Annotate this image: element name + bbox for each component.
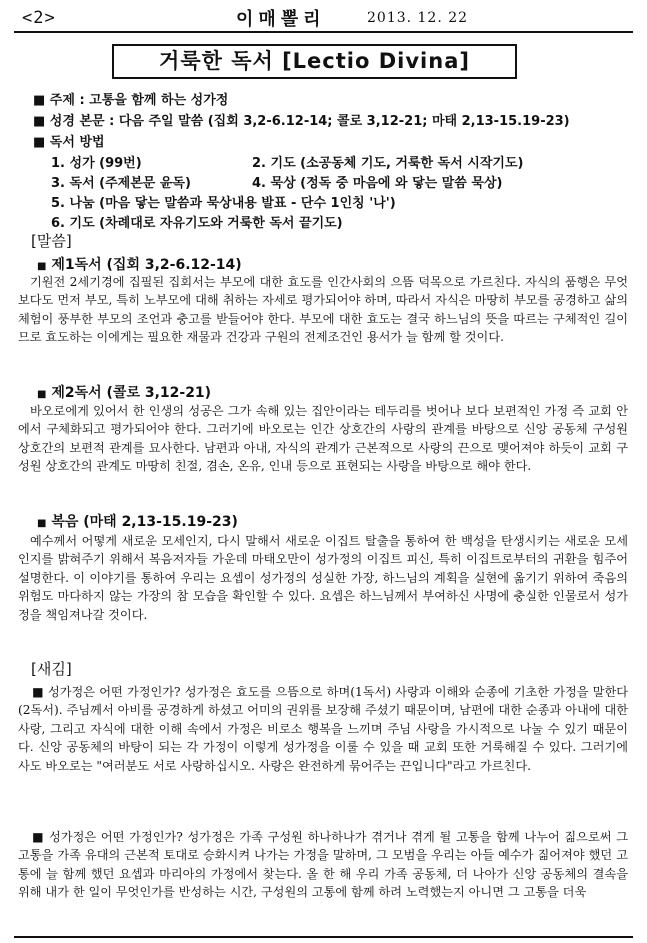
header-rule [14,31,633,33]
reflection-paragraph: ■ 성가정은 어떤 가정인가? 성가정은 가족 구성원 하나하나가 겪거나 겪게 될 고통을 함께 나누어 짊으로써 그 고통을 가족 유대의 근본적 토대로 승화시켜 나가는 가정을 말하며, 그 모범을 우리는 아들 예수가 짊어져야 했던 고통에 늘 함께 했던 요셉과 마리아의 가정에서 찾는다. 올 한 해 우리 가족 공동체, 더 나아가 신앙 공동체의 결속을 위해 내가 한 일이 무엇인가를 반성하는 시간, 구성원의 고통에 함께 하려 노력했는지 아니면 그 고통을 더욱 [18,830,628,900]
reading-2-title: 제2독서 (콜로 3,12-21) [51,385,212,401]
gospel-text: 예수께서 어떻게 새로운 모세인지, 다시 말해서 새로운 이집트 탈출을 통하여 한 백성을 탄생시키는 새로운 모세인지를 밝혀주기 위해서 복음저자들 가운데 마태오만이 성가정의 이집트 피신, 특히 이집트로부터의 귀환을 힘주어 설명한다. 이 이야기를 통하여 우리는 요셉이 성가정의 성실한 가장, 하느님의 계획을 실현에 옮기기 위하여 죽음의 위험도 마다하지 않는 가장의 참 모습을 확인할 수 있다. 요셉은 하느님께서 부여하신 사명에 충실한 인물로서 성가정을 책임져나갈 것이다. [18,534,628,622]
scripture-line: ■ 성경 본문 : 다음 주일 말씀 (집회 3,2-6.12-14; 콜로 3,12-21; 마태 2,13-15.19-23) [33,114,570,129]
reading-1-heading [37,254,242,274]
gospel-heading [37,511,238,531]
reading-1-title: 제1독서 (집회 3,2-6.12-14) [51,257,242,273]
method-step: 2. 기도 (소공동체 기도, 거룩한 독서 시작기도) [252,156,524,171]
page-number: <2> [22,8,56,28]
reflection-paragraph: ■ 성가정은 어떤 가정인가? 성가정은 효도를 으뜸으로 하며(1독서) 사랑과 이해와 순종에 기초한 가정을 말한다(2독서). 주님께서 아비를 공경하게 하셨고 어미의 권위를 보장해 주셨기 때문이며, 남편에 대한 순종과 아내에 대한 사랑, 그리고 자식에 대한 이해 속에서 가정은 비로소 행복을 느끼며 주님 사랑을 가시적으로 나눌 수 있기 때문이다. 신앙 공동체의 바탕이 되는 각 가정이 이렇게 성가정을 이룰 수 있을 때 교회 또한 거룩해질 수 있다. 그러기에 사도 바오로는 "여러분도 서로 사랑하십시오. 사랑은 완전하게 묶어주는 끈입니다"라고 가르친다. [18,685,628,773]
method-step: 3. 독서 (주제본문 윤독) [51,176,191,191]
document-title: 거룩한 독서 [Lectio Divina] [159,49,470,73]
gospel-title: 복음 (마태 2,13-15.19-23) [51,514,238,530]
bullet-icon: ■ [37,261,47,272]
method-step: 5. 나눔 (마음 닿는 말씀과 묵상내용 발표 - 단수 1인칭 '나') [51,196,396,211]
reading-1-text: 기원전 2세기경에 집필된 집회서는 부모에 대한 효도를 인간사회의 으뜸 덕목으로 가르친다. 자식의 품행은 무엇보다도 먼저 부모, 특히 노부모에 대해 취하는 자세로 평가되어야 하며, 따라서 자식은 마땅히 부모를 공경하고 삶의 체험이 풍부한 부모의 조언과 충고를 받들어야 한다. 부모에 대한 효도는 결국 하느님의 뜻을 따르는 구체적인 길이므로 효도하는 이에게는 필요한 재물과 건강과 구원의 전제조건인 용서가 늘 함께 할 것이다. [18,275,628,345]
reading-2-text: 바오로에게 있어서 한 인생의 성공은 그가 속해 있는 집안이라는 테두리를 벗어나 보다 보편적인 가정 즉 교회 안에서 구체화되고 평가되어야 한다. 그러기에 바오로는 인간 상호간의 사랑의 관계를 바탕으로 신앙 공동체 구성원 상호간의 보편적 관계를 묘사한다. 남편과 아내, 자식의 관계가 근본적으로 사랑의 끈으로 맺어져야 하듯이 교회 구성원 상호간의 관계도 마땅히 친절, 겸손, 온유, 인내 등으로 표현되는 사랑을 바탕으로 해야 한다. [18,404,628,474]
bullet-icon: ■ [37,518,47,529]
word-section-label: [말씀] [31,232,72,250]
reading-2-heading [37,382,211,402]
title-box [112,44,517,79]
reflection-section-label: [새김] [31,660,72,678]
method-step: 4. 묵상 (정독 중 마음에 와 닿는 말씀 묵상) [252,176,503,191]
theme-line: ■ 주제 : 고통을 함께 하는 성가정 [33,93,229,108]
footer-rule [14,936,633,938]
method-step: 1. 성가 (99번) [51,156,142,171]
bullet-icon: ■ [37,389,47,400]
bulletin-name: 이매뽈리 [236,9,326,30]
method-heading: ■ 독서 방법 [33,135,105,150]
issue-date: 2013. 12. 22 [367,10,469,26]
page-header [14,2,633,36]
method-step: 6. 기도 (차례대로 자유기도와 거룩한 독서 끝기도) [51,216,343,231]
